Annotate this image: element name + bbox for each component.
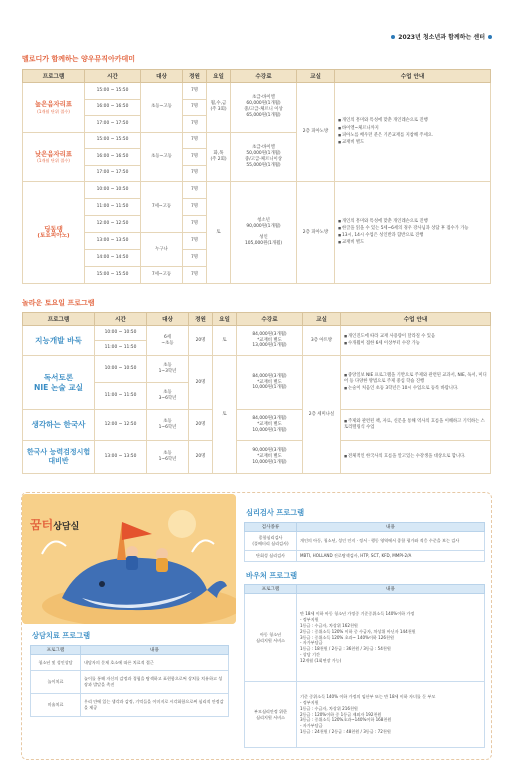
col-header: 검사종류: [245, 523, 297, 532]
time-cell: 10:00 ~ 10:50: [85, 182, 141, 199]
cap-cell: 7명: [183, 267, 207, 284]
time-cell: 10:00 ~ 10:50: [95, 326, 147, 341]
table-row: [23, 326, 491, 341]
fee-cell: 초급-바이엘 60,000원(1개월) 중/고급-체르니 이상 65,000원(1개월): [231, 83, 297, 133]
table-row: [245, 551, 485, 562]
room-cell: 2층 피아노방: [297, 182, 335, 284]
table-row: [31, 671, 229, 694]
room-cell: 3층 아트방: [303, 326, 341, 356]
cap-cell: 7명: [183, 165, 207, 182]
fee-cell: 84,000원(3개월) *교재비 별도 10,000원(1개월): [237, 410, 303, 441]
illustration-title: 꿈터상담실: [30, 518, 80, 532]
cap-cell: 7명: [183, 182, 207, 199]
info-cell: ■ 개인의 흥미와 특성에 맞춘 개인레슨으로 진행 ■ 한글을 읽을 수 있는 5세~6세의 경우 강사님과 상담 후 접수가 가능 ■ 13시, 14시 수업은 성인반과 함반으로 진행 ■ 교재비 별도: [335, 182, 491, 284]
fee-cell: 90,000원(3개월) *교재비 별도 10,000원(1개월): [237, 441, 303, 474]
table-header-row: [245, 523, 485, 532]
cap-cell: 20명: [189, 410, 213, 441]
info-cell: ■ 전체적인 한국사의 흐름을 알고있는 수강생을 대상으로 합니다.: [341, 441, 491, 474]
time-cell: 15:00 ~ 15:50: [85, 132, 141, 149]
col-header: 수강료: [237, 313, 303, 326]
voucher-title: 바우처 프로그램: [246, 571, 298, 580]
info-cell: ■ 개인의 흥미와 특성에 맞춘 개인레슨으로 진행 ■ 바이엘~체르니까지 ■ 피아노를 배우던 분은 기존교재를 지참해 주세요. ■ 교재비 별도: [335, 83, 491, 182]
info-cell: ■ 개인진도에 따라 교재 사용량이 달라질 수 있음 ■ 수개월이 접한 6세 이상부터 수강 가능: [341, 326, 491, 356]
cap-cell: 7명: [183, 116, 207, 133]
cap-cell: 7명: [183, 99, 207, 116]
col-header: 대상: [147, 313, 189, 326]
fee-cell: 청소년 90,000원(1개월) 성인 105,000원(1개월): [231, 182, 297, 284]
day-cell: 월,수,금 (주 3회): [207, 83, 231, 133]
cap-cell: 7명: [183, 250, 207, 267]
cap-cell: 7명: [183, 233, 207, 250]
time-cell: 16:00 ~ 16:50: [85, 99, 141, 116]
time-cell: 15:00 ~ 15:50: [85, 267, 141, 284]
col-header: 수강료: [231, 70, 297, 83]
cap-cell: 20명: [189, 326, 213, 356]
target-cell: 초등 1~6학년: [147, 441, 189, 474]
cap-cell: 20명: [189, 441, 213, 474]
bullet-dot-icon: [391, 35, 395, 39]
content-cell: 기준 중위소득 140% 이하 가정의 임산부 또는 만 18세 이하 자녀를 둔 부모 - 정부지원 1등급 : 수급자, 차상위 216천원 2등급 : 120%이하 중 1등급 제외자 192천원 3등급 : 중위소득 120%초과~140%이하 168천원 - 자가부담금 1등급 : 24천원 / 2등급 : 48천원 / 3등급 : 72천원: [297, 682, 485, 748]
col-header: 프로그램: [245, 585, 297, 594]
col-header: 교실: [297, 70, 335, 83]
col-header: 대상: [141, 70, 183, 83]
table-row: [31, 694, 229, 717]
day-cell: 토: [207, 182, 231, 284]
cap-cell: 7명: [183, 199, 207, 216]
fee-cell: 84,000원(3개월) *교재비 별도 13,000원(1개월): [237, 326, 303, 356]
table-row: [23, 441, 491, 474]
col-header: 프로그램: [23, 313, 95, 326]
music-academy-table: [22, 69, 491, 284]
cap-cell: 7명: [183, 149, 207, 166]
table-row: [23, 182, 491, 199]
target-cell: 6세 ~초등: [147, 326, 189, 356]
program-name: 지능개발 바둑: [23, 326, 95, 356]
content-cell: MBTI, HOLLAND 진로탐색검사, HTP, SCT, KFD, MMPI-2/A: [297, 551, 485, 562]
table-row: [245, 594, 485, 682]
col-header: 수업 안내: [335, 70, 491, 83]
day-cell: 화,목 (주 2회): [207, 132, 231, 182]
content-cell: 개인의 아동, 청소년, 성인 인지 · 정서 · 행동 영역에서 종합 평가와 적응 수준을 보는 검사: [297, 532, 485, 551]
header-title: 2023년 청소년과 함께하는 센터: [398, 34, 485, 41]
whale-illustration-icon: [22, 494, 236, 624]
counsel-table: [30, 645, 229, 717]
program-name: 한국사 능력검정시험 대비반: [23, 441, 95, 474]
col-header: 수업 안내: [341, 313, 491, 326]
col-header: 요일: [213, 313, 237, 326]
col-header: 요일: [207, 70, 231, 83]
room-cell: 2층 세미나실: [303, 356, 341, 474]
table-row: [23, 83, 491, 100]
time-cell: 17:00 ~ 17:50: [85, 165, 141, 182]
counseling-illustration: [22, 494, 236, 624]
bullet-dot-icon: [488, 35, 492, 39]
target-cell: 초등 1~6학년: [147, 410, 189, 441]
content-cell: 만 18세 이하 아동 청소년 가정중 기준중위소득 140%이하 가정 - 정부지원 1등급 : 수급자, 차상위 162천원 2등급 : 중위소득 120% 이하 중 수급자, 차상위 아닌자 144천원 3등급 : 중위소득 120% 초과~ 140%이하 126천원 - 자가부담금 1등급 : 18천원 / 2등급 : 36천원 / 3등급 : 54천원 - 상담 기간 12개월 (1회연장 가능): [297, 594, 485, 682]
time-cell: 17:00 ~ 17:50: [85, 116, 141, 133]
target-cell: 초등 1~3학년: [147, 356, 189, 383]
table-header-row: [23, 70, 491, 83]
room-cell: 2층 피아노방: [297, 83, 335, 182]
cap-cell: 7명: [183, 216, 207, 233]
info-cell: ■ 중앙일보 NIE 프로그램을 기반으로 주제와 관련된 교과서, NIE, 독서, 미디어 등 다양한 방법으로 주제 중심 학습 진행 ■ 논술이 처음인 초등 3학년은 10시 수업으로 등록 바랍니다.: [341, 356, 491, 410]
psych-title: 심리검사 프로그램: [246, 508, 305, 517]
content-cell: 내담자의 문제 호소에 따른 치료적 접근: [81, 655, 229, 671]
table-header-row: [245, 585, 485, 594]
test-cell: 종합심리검사 (풀배터리 심리검사): [245, 532, 297, 551]
program-cell: 아동 청소년 심리지원 서비스: [245, 594, 297, 682]
table-row: [245, 682, 485, 748]
day-cell: 토: [213, 326, 237, 356]
time-cell: 11:00 ~ 11:50: [85, 199, 141, 216]
time-cell: 13:00 ~ 13:50: [95, 441, 147, 474]
fee-cell: 초급-바이엘 50,000원(1개월) 중/고급-체르니이상 55,000원(1개월): [231, 132, 297, 182]
col-header: 내용: [81, 646, 229, 655]
page-header: [391, 32, 492, 41]
program-name: 낮은음자리표 (1개월 단위 접수): [23, 132, 85, 182]
program-name: 딩동댕 (토요피아노): [23, 182, 85, 284]
cap-cell: 20명: [189, 356, 213, 410]
time-cell: 11:00 ~ 11:50: [95, 383, 147, 410]
col-header: 시간: [85, 70, 141, 83]
program-cell: 미술치료: [31, 694, 81, 717]
voucher-table: [244, 584, 485, 748]
program-cell: 청소년 및 성인상담: [31, 655, 81, 671]
psych-table: [244, 522, 485, 562]
time-cell: 13:00 ~ 13:50: [85, 233, 141, 250]
col-header: 프로그램: [23, 70, 85, 83]
content-cell: 우리 안에 있는 생각과 감정, 기억들을 이미지로 시각화함으로써 심리적 안정감을 제공: [81, 694, 229, 717]
program-cell: 놀이치료: [31, 671, 81, 694]
col-header: 내용: [297, 523, 485, 532]
time-cell: 16:00 ~ 16:50: [85, 149, 141, 166]
section2-title: 놀라운 토요일 프로그램: [22, 299, 95, 307]
col-header: 정원: [183, 70, 207, 83]
time-cell: 10:00 ~ 10:50: [95, 356, 147, 383]
col-header: 정원: [189, 313, 213, 326]
time-cell: 12:00 ~ 12:50: [95, 410, 147, 441]
col-header: 내용: [297, 585, 485, 594]
time-cell: 11:00 ~ 11:50: [95, 341, 147, 356]
section1-title: 멜로디가 함께하는 양우뮤직아카데미: [22, 55, 136, 63]
time-cell: 14:00 ~ 14:50: [85, 250, 141, 267]
table-row: [23, 356, 491, 383]
program-cell: 부모심리안정 위한 심리지원 서비스: [245, 682, 297, 748]
target-cell: 초등~고등: [141, 132, 183, 182]
time-cell: 12:00 ~ 12:50: [85, 216, 141, 233]
program-name: 높은음자리표 (1개월 단위 접수): [23, 83, 85, 133]
col-header: 교실: [303, 313, 341, 326]
day-cell: 토: [213, 356, 237, 474]
info-cell: ■ 주제와 관련된 책, 자료, 신문을 통해 역사의 흐름을 이해하고 기억하는 스토리텔링식 수업: [341, 410, 491, 441]
col-header: 시간: [95, 313, 147, 326]
table-row: [23, 410, 491, 441]
test-cell: 단회성 심리검사: [245, 551, 297, 562]
col-header: 프로그램: [31, 646, 81, 655]
time-cell: 15:00 ~ 15:50: [85, 83, 141, 100]
target-cell: 7세~고등: [141, 267, 183, 284]
table-header-row: [23, 313, 491, 326]
program-name: 생각하는 한국사: [23, 410, 95, 441]
table-header-row: [31, 646, 229, 655]
content-cell: 놀이를 통해 자신의 감정과 경험을 탐색하고 표현함으로써 상처를 치유하고 성장과 발달을 촉진: [81, 671, 229, 694]
counsel-title: 상담치료 프로그램: [32, 631, 91, 640]
cap-cell: 7명: [183, 132, 207, 149]
target-cell: 누구나: [141, 233, 183, 267]
program-name: 독서토론 NIE 논술 교실: [23, 356, 95, 410]
cap-cell: 7명: [183, 83, 207, 100]
target-cell: 초등 3~6학년: [147, 383, 189, 410]
saturday-program-table: [22, 312, 491, 474]
table-row: [245, 532, 485, 551]
target-cell: 초등~고등: [141, 83, 183, 133]
table-row: [31, 655, 229, 671]
target-cell: 7세~고등: [141, 182, 183, 233]
fee-cell: 84,000원(3개월) *교재비 별도 10,000원(1개월): [237, 356, 303, 410]
